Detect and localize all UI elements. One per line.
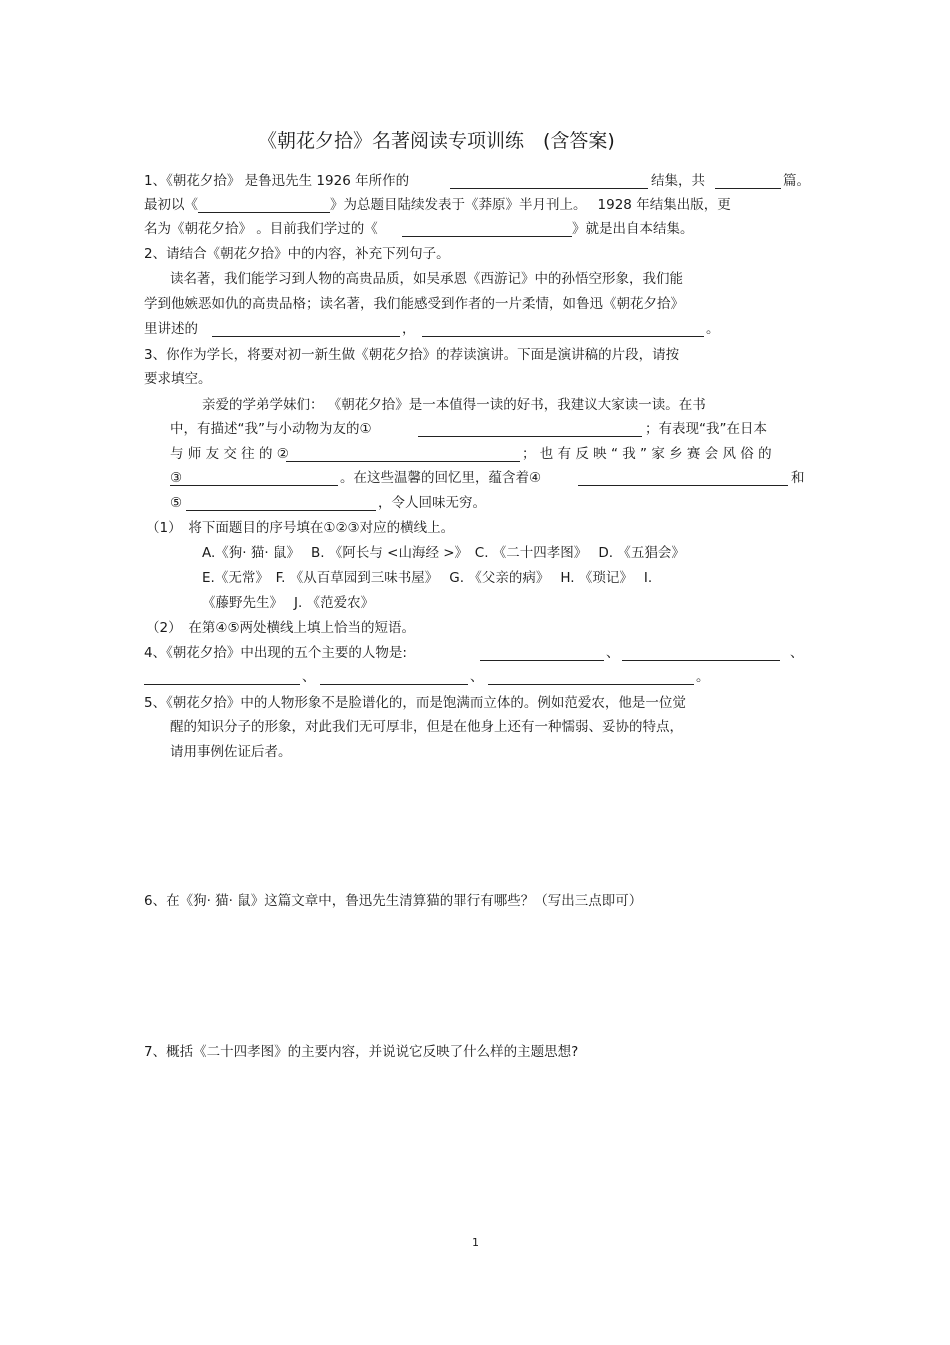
- q1-line2-text: 最初以《: [144, 197, 198, 213]
- q3-blank-4[interactable]: [578, 469, 788, 486]
- q1-blank-collection-type[interactable]: [450, 172, 648, 189]
- q5-line3: 请用事例佐证后者。: [170, 744, 292, 760]
- q3-prompt-line2: 要求填空。: [144, 371, 212, 387]
- q3-options-line3: 《藤野先生》 J. 《范爱农》: [202, 595, 375, 611]
- q4-blank-3[interactable]: [144, 668, 300, 685]
- q4-period: 。: [696, 669, 710, 685]
- q7-answer-area[interactable]: [144, 1070, 804, 1220]
- q3-and: 和: [791, 470, 805, 486]
- q4-sep-4: 、: [470, 669, 484, 685]
- q2-blank-2[interactable]: [422, 320, 704, 337]
- q4-prompt: 4、《朝花夕拾》中出现的五个主要的人物是:: [144, 645, 407, 661]
- q7-prompt: 7、概括《二十四孝图》的主要内容，并说说它反映了什么样的主题思想?: [144, 1044, 579, 1060]
- q3-marker-5: ⑤: [170, 495, 183, 511]
- q3-sub2: （2） 在第④⑤两处横线上填上恰当的短语。: [146, 620, 416, 636]
- q2-body-line2: 学到他嫉恶如仇的高贵品格；读名著，我们能感受到作者的一片柔情，如鲁迅《朝花夕拾》: [144, 296, 684, 312]
- q5-answer-area[interactable]: [144, 770, 804, 880]
- q3-blank-2[interactable]: [286, 445, 520, 462]
- q1-line2-text-2: 》为总题目陆续发表于《莽原》半月刊上。 1928 年结集出版，更: [330, 197, 731, 213]
- q3-blank-5[interactable]: [186, 494, 376, 511]
- q5-line1: 5、《朝花夕拾》中的人物形象不是脸谱化的，而是饱满而立体的。例如范爱农，他是一位觉: [144, 695, 686, 711]
- q1-line1-text-3: 篇。: [783, 173, 810, 189]
- q3-speech-line1: 亲爱的学弟学妹们： 《朝花夕拾》是一本值得一读的好书，我建议大家读一读。在书: [202, 397, 706, 413]
- q3-options-line1: A.《狗· 猫· 鼠》 B. 《阿长与 <山海经 >》 C. 《二十四孝图》 D. 《五猖会》: [202, 545, 685, 561]
- q3-prompt-line1: 3、你作为学长，将要对初一新生做《朝花夕拾》的荐读演讲。下面是演讲稿的片段，请按: [144, 347, 680, 363]
- q2-body-line3: 里讲述的: [144, 321, 198, 337]
- q3-marker-3: ③: [170, 470, 183, 486]
- q2-period: 。: [706, 321, 720, 337]
- q4-sep-3: 、: [302, 669, 316, 685]
- q3-speech-line2: 中，有描述“我”与小动物为友的①: [170, 421, 372, 437]
- q3-blank-1[interactable]: [418, 420, 642, 437]
- q4-blank-1[interactable]: [480, 644, 604, 661]
- page-number: 1: [472, 1236, 479, 1249]
- q6-prompt: 6、在《狗· 猫· 鼠》这篇文章中，鲁迅先生清算猫的罪行有哪些？（写出三点即可）: [144, 893, 643, 909]
- q3-speech-line3-end: ； 也 有 反 映 “ 我 ” 家 乡 赛 会 风 俗 的: [522, 446, 772, 462]
- q2-prompt: 2、请结合《朝花夕拾》中的内容，补充下列句子。: [144, 246, 450, 262]
- q3-speech-line5-end: ，令人回味无穷。: [378, 495, 486, 511]
- q4-sep-1: 、: [606, 645, 620, 661]
- q3-blank-3[interactable]: [170, 469, 338, 486]
- q4-sep-2: 、: [790, 645, 804, 661]
- q3-speech-line2-end: ；有表现“我”在日本: [645, 421, 767, 437]
- q6-answer-area[interactable]: [144, 918, 804, 1033]
- q2-body-line1: 读名著，我们能学习到人物的高贵品质，如吴承恩《西游记》中的孙悟空形象，我们能: [170, 271, 683, 287]
- q5-line2: 醒的知识分子的形象，对此我们无可厚非，但是在他身上还有一种懦弱、妥协的特点，: [170, 719, 683, 735]
- q3-options-line2: E.《无常》 F. 《从百草园到三味书屋》 G. 《父亲的病》 H. 《琐记》 I.: [202, 570, 653, 586]
- q4-blank-4[interactable]: [320, 668, 468, 685]
- q1-blank-original-title[interactable]: [198, 196, 330, 213]
- q3-speech-line3: 与 师 友 交 往 的 ②: [170, 446, 289, 462]
- q4-blank-5[interactable]: [488, 668, 694, 685]
- q1-line1-text: 1、《朝花夕拾》 是鲁迅先生 1926 年所作的: [144, 173, 410, 189]
- q1-blank-studied-work[interactable]: [402, 220, 572, 237]
- page-title: 《朝花夕拾》名著阅读专项训练 (含答案): [258, 130, 615, 152]
- q1-line1-text-2: 结集，共: [651, 173, 705, 189]
- q3-speech-line4: 。在这些温馨的回忆里，蕴含着④: [340, 470, 542, 486]
- q4-blank-2[interactable]: [622, 644, 780, 661]
- q2-comma: ，: [402, 321, 416, 337]
- q1-line3-text-2: 》就是出自本结集。: [572, 221, 694, 237]
- q1-blank-count[interactable]: [715, 172, 781, 189]
- q3-sub1: （1） 将下面题目的序号填在①②③对应的横线上。: [146, 520, 455, 536]
- q1-line3-text: 名为《朝花夕拾》 。目前我们学过的《: [144, 221, 378, 237]
- q2-blank-1[interactable]: [212, 320, 400, 337]
